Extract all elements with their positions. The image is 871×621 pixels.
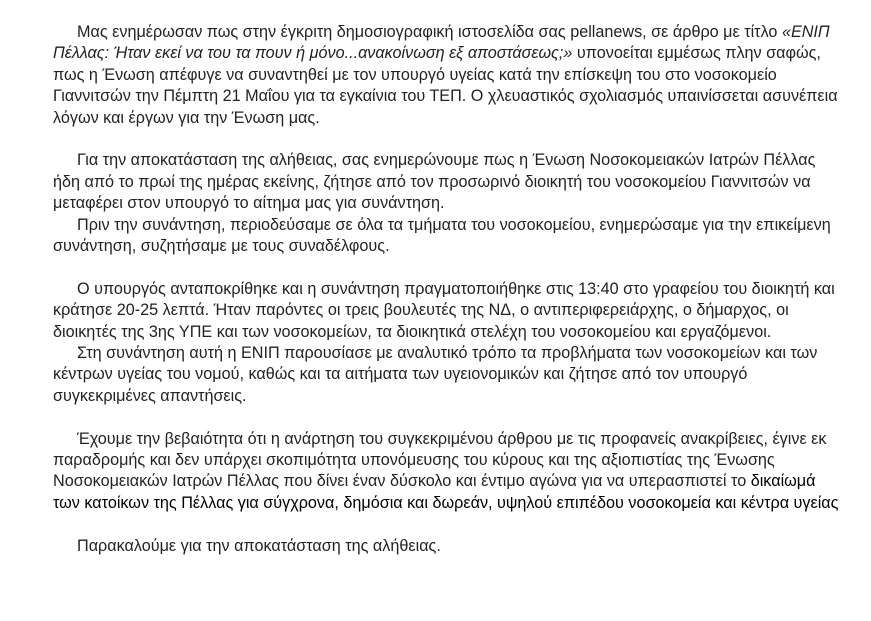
paragraph-notification [53,22,843,129]
paragraph-certainty-text: Έχουμε την βεβαιότητα ότι η ανάρτηση του συγκεκριμένου άρθρου με τις προφανείς ανακρίβειες, έγινε εκ παραδρομής και δεν υπάρχει σκοπιμότητα υπονόμευσης του κύρους και της αξιοπιστίας της Ένωσης Νοσοκομειακών Ιατρών Πέλλας που δίνει έναν δύσκολο και έντιμο αγώνα για να υπερασπιστεί το [53,429,827,491]
paragraph-meeting: Ο υπουργός ανταποκρίθηκε και η συνάντηση πραγματοποιήθηκε στις 13:40 στο γραφείου του διοικητή και κράτησε 20-25 λεπτά. Ήταν παρόντες οι τρεις βουλευτές της ΝΔ, ο αντιπεριφερειάρχης, ο δήμαρχος, οι διοικητές της 3ης ΥΠΕ και των νοσοκομείων, τα διοικητικά στελέχη του νοσοκομείου και εργαζόμενοι. [53,279,835,341]
paragraph-spacer [53,407,843,428]
rights-emphasis: δικαίωμά των κατοίκων της Πέλλας για σύγχρονα, δημόσια και δωρεάν, υψηλού επιπέδου νοσοκομεία και κέντρα υγείας [53,472,839,512]
paragraph-closing: Παρακαλούμε για την αποκατάσταση της αλήθειας. [77,536,441,555]
document-body [53,22,843,557]
paragraph-spacer [53,129,843,150]
paragraph-presentation: Στη συνάντηση αυτή η ΕΝΙΠ παρουσίασε με αναλυτικό τρόπο τα προβλήματα των νοσοκομείων και των κέντρων υγείας του νομού, καθώς και τα αιτήματα των υγειονομικών και ζήτησε από τον υπουργό συγκεκριμένες απαντήσεις. [53,344,818,405]
paragraph-notification-text: Μας ενημέρωσαν πως στην έγκριτη δημοσιογραφική ιστοσελίδα σας pellanews, σε άρθρο με τίτλο [77,23,782,41]
paragraph-spacer [53,257,843,278]
paragraph-restoration: Για την αποκατάσταση της αλήθειας, σας ενημερώνουμε πως η Ένωση Νοσοκομειακών Ιατρών Πέλλας ήδη από το πρωί της ημέρας εκείνης, ζήτησε από τον προσωρινό διοικητή του νοσοκομείου Γιαννιτσών να μεταφέρει στον υπουργό το αίτημα μας για συνάντηση. [53,151,816,213]
paragraph-spacer [53,514,843,535]
paragraph-notification-rest: υπονοείται εμμέσως πλην σαφώς, πως η Ένωση απέφυγε να συναντηθεί με τον υπουργό υγείας κατά την επίσκεψη του στο νοσοκομείο Γιαννιτσών την Πέμπτη 21 Μαΐου για τα εγκαίνια του ΤΕΠ. Ο χλευαστικός σχολιασμός υπαινίσσεται ασυνέπεια λόγων και έργων για την Ένωση μας. [53,44,838,127]
article-title-quote: «ΕΝΙΠ Πέλλας: Ήταν εκεί να του τα πουν ή μόνο...ανακοίνωση εξ αποστάσεως;» [53,23,830,63]
paragraph-tour: Πριν την συνάντηση, περιοδεύσαμε σε όλα τα τμήματα του νοσοκομείου, ενημερώσαμε για την επικείμενη συνάντηση, συζητήσαμε με τους συναδέλφους. [53,215,831,256]
paragraph-certainty [53,429,843,515]
